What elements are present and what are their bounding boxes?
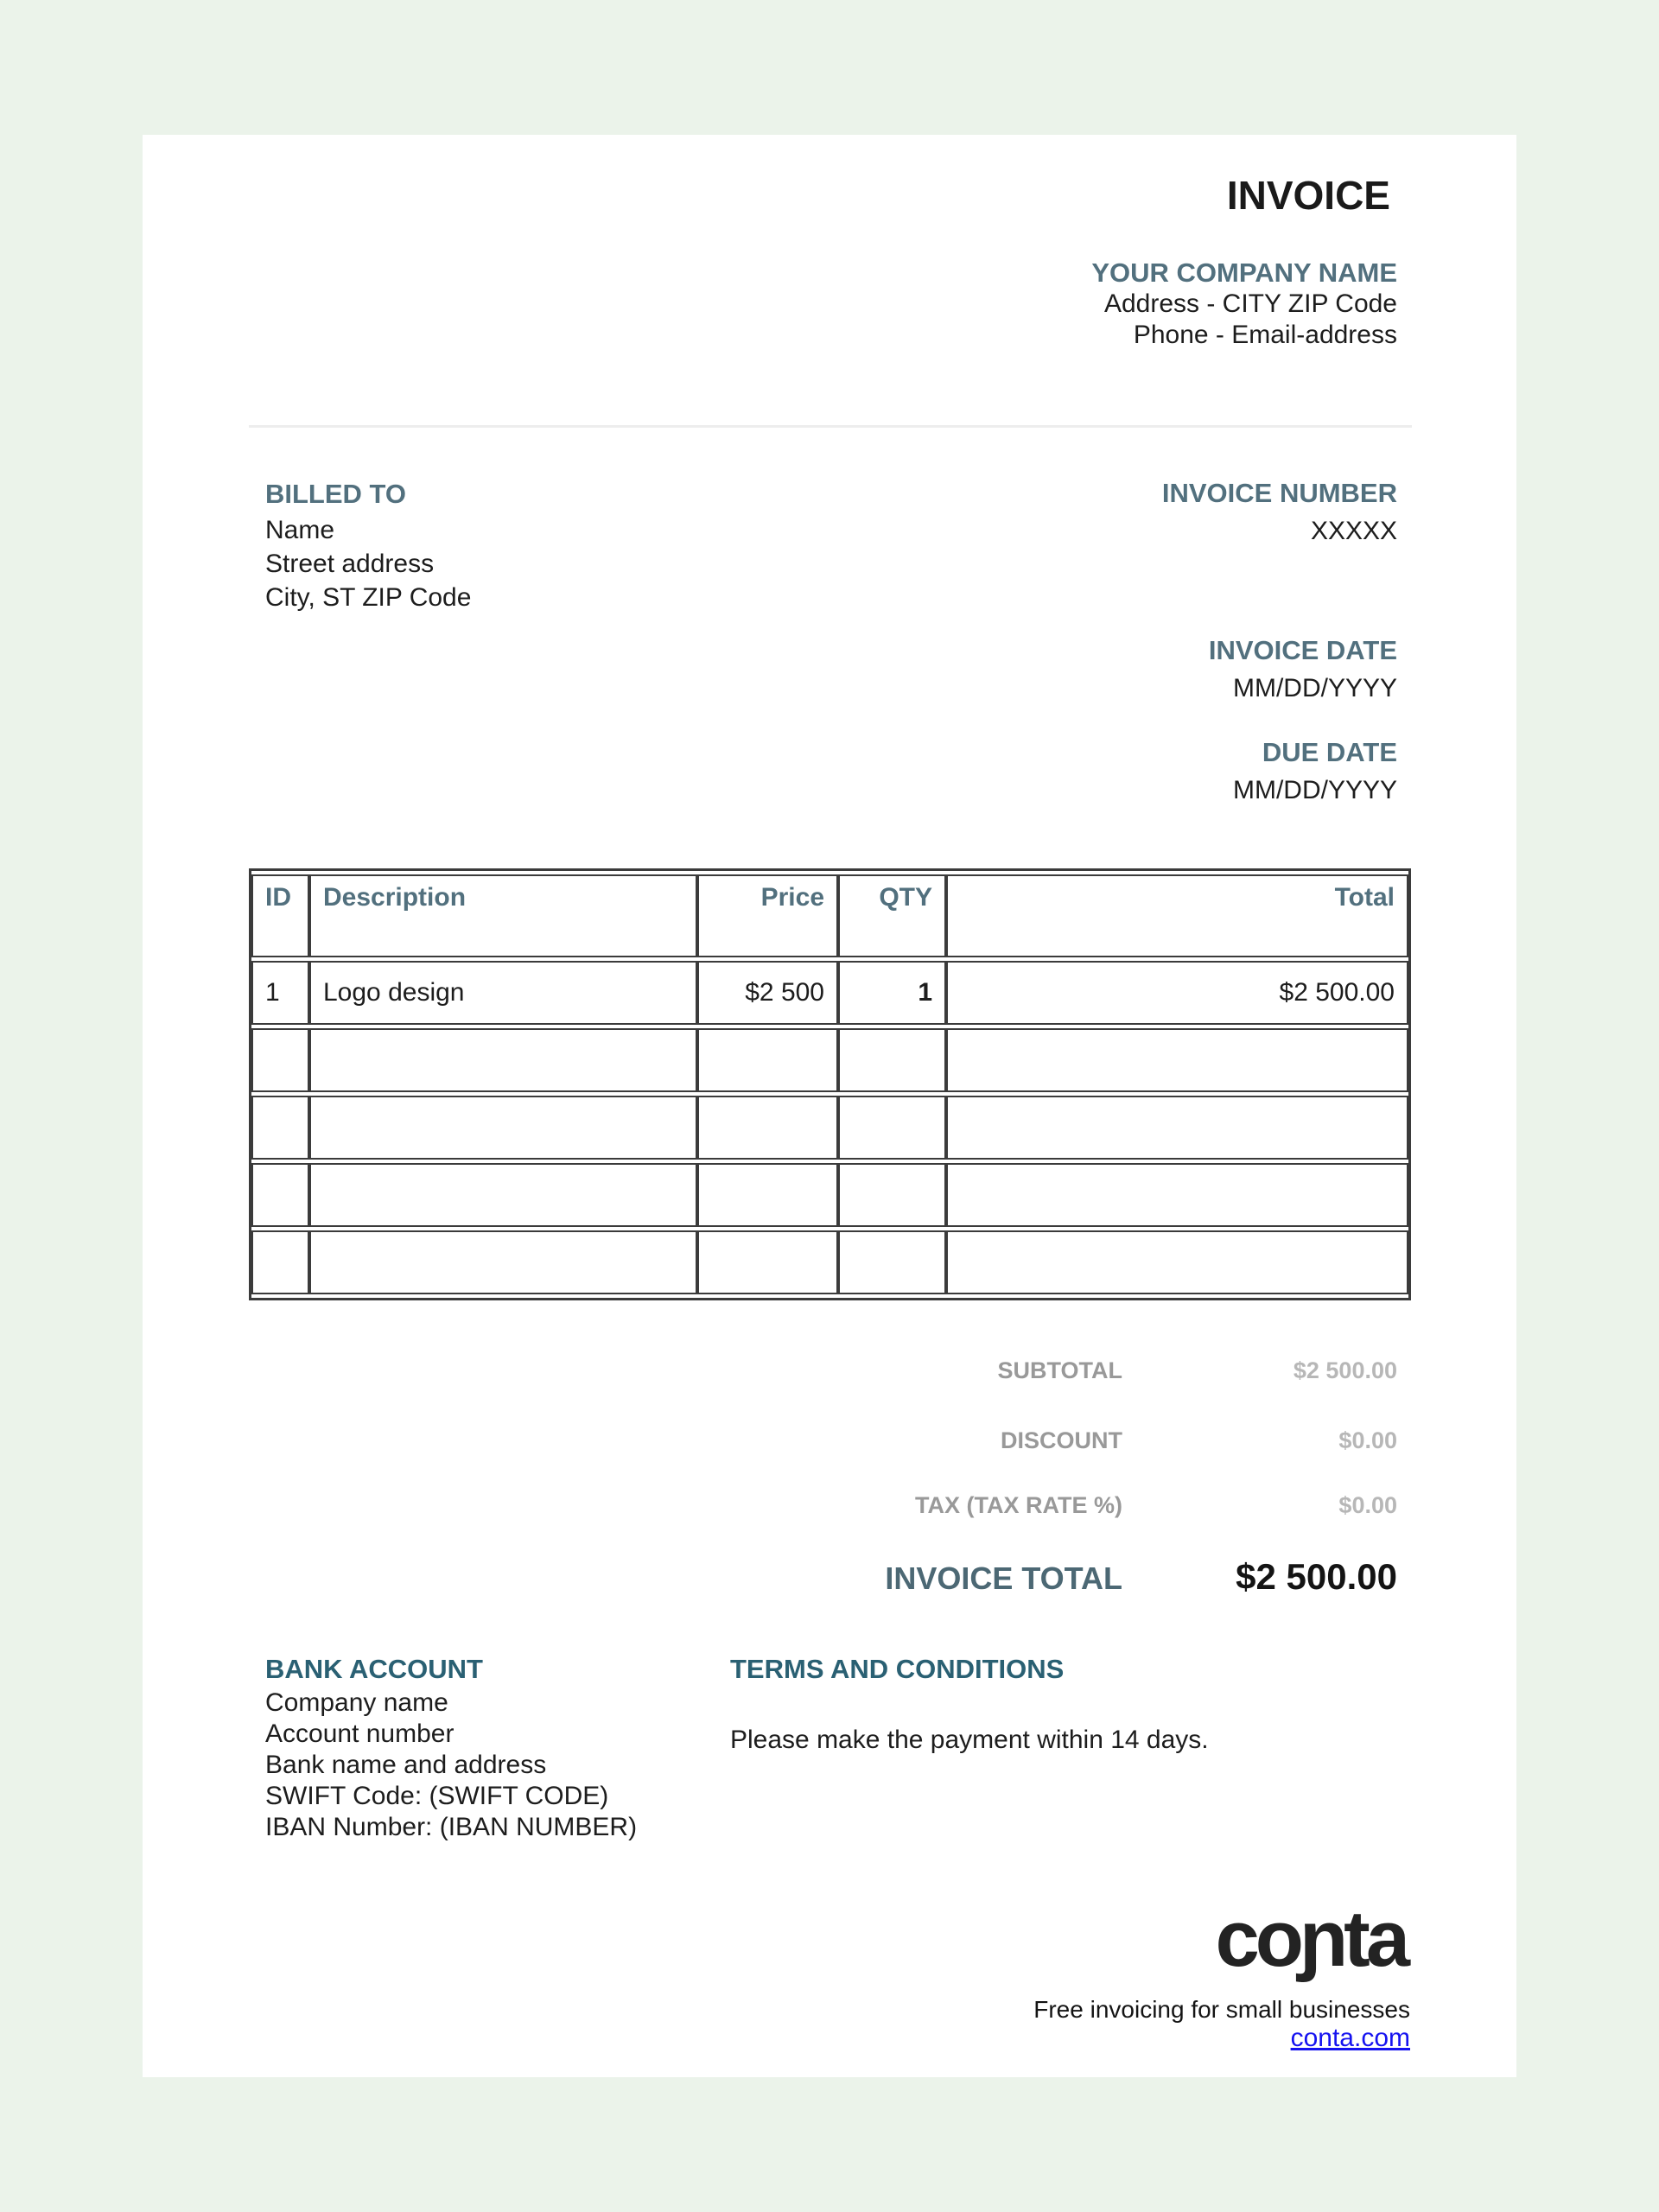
- item-description: Logo design: [309, 961, 697, 1025]
- footer-tagline: Free invoicing for small businesses: [1033, 1996, 1410, 2023]
- billed-to-section: [265, 479, 471, 614]
- discount-label: DISCOUNT: [1001, 1427, 1122, 1453]
- item-qty: [838, 1096, 946, 1160]
- due-date-group: [1233, 736, 1397, 807]
- invoice-title: INVOICE: [1226, 173, 1390, 218]
- invoice-total-value: $2 500.00: [1236, 1556, 1397, 1597]
- billed-to-city: City, ST ZIP Code: [265, 583, 472, 612]
- item-total: [946, 1096, 1408, 1160]
- billed-to-name: Name: [265, 516, 335, 544]
- item-qty: 1: [838, 961, 946, 1025]
- tax-label: TAX (TAX RATE %): [915, 1492, 1122, 1518]
- company-name: YOUR COMPANY NAME: [1091, 257, 1397, 288]
- terms-text: Please make the payment within 14 days.: [730, 1726, 1209, 1754]
- table-row: [251, 961, 1408, 1025]
- item-total: [946, 1028, 1408, 1092]
- conta-website-link[interactable]: conta.com: [1290, 2024, 1410, 2052]
- item-total: [946, 1163, 1408, 1227]
- company-address: Address - CITY ZIP Code: [1103, 289, 1397, 318]
- discount-row: [1001, 1427, 1397, 1454]
- bank-iban-number: IBAN Number: (IBAN NUMBER): [265, 1813, 638, 1841]
- column-header-total: Total: [946, 874, 1408, 957]
- item-qty: [838, 1028, 946, 1092]
- invoice-number-label: INVOICE NUMBER: [1161, 478, 1397, 508]
- item-price: [697, 1163, 838, 1227]
- item-price: [697, 1028, 838, 1092]
- item-price: [697, 1096, 838, 1160]
- invoice-date-group: [1209, 634, 1397, 705]
- subtotal-value: $2 500.00: [1293, 1357, 1397, 1383]
- table-row: [251, 1163, 1408, 1227]
- item-id: [251, 1096, 309, 1160]
- item-qty: [838, 1230, 946, 1294]
- subtotal-row: [998, 1357, 1398, 1384]
- billed-to-heading: BILLED TO: [265, 479, 407, 509]
- invoice-document: [143, 135, 1516, 2077]
- table-header-row: [251, 874, 1408, 957]
- discount-value: $0.00: [1338, 1427, 1397, 1453]
- item-id: 1: [251, 961, 309, 1025]
- terms-section: [730, 1653, 1209, 1756]
- bank-name-address: Bank name and address: [265, 1751, 547, 1779]
- tax-value: $0.00: [1338, 1492, 1397, 1518]
- billed-to-street: Street address: [265, 550, 435, 578]
- table-row: [251, 1230, 1408, 1294]
- terms-heading: TERMS AND CONDITIONS: [730, 1654, 1065, 1684]
- bank-account-section: [265, 1653, 637, 1843]
- column-header-price: Price: [697, 874, 838, 957]
- due-date-label: DUE DATE: [1262, 737, 1397, 767]
- invoice-number-value: XXXXX: [1310, 517, 1397, 545]
- invoice-date-label: INVOICE DATE: [1208, 635, 1397, 665]
- bank-swift-code: SWIFT Code: (SWIFT CODE): [265, 1782, 609, 1810]
- invoice-number-group: [1162, 477, 1397, 548]
- conta-logo: coɲta: [1215, 1895, 1406, 1983]
- item-description: [309, 1096, 697, 1160]
- company-info: [1091, 257, 1397, 351]
- item-description: [309, 1230, 697, 1294]
- item-id: [251, 1230, 309, 1294]
- subtotal-label: SUBTOTAL: [997, 1357, 1122, 1383]
- due-date-value: MM/DD/YYYY: [1232, 776, 1397, 804]
- table-row: [251, 1096, 1408, 1160]
- header-divider: [249, 425, 1412, 428]
- tax-row: [915, 1492, 1397, 1519]
- invoice-total-row: [885, 1556, 1397, 1598]
- item-description: [309, 1163, 697, 1227]
- column-header-id: ID: [251, 874, 309, 957]
- table-row: [251, 1028, 1408, 1092]
- item-price: [697, 1230, 838, 1294]
- company-contact: Phone - Email-address: [1133, 321, 1397, 349]
- invoice-date-value: MM/DD/YYYY: [1232, 674, 1397, 702]
- item-total: $2 500.00: [946, 961, 1408, 1025]
- column-header-description: Description: [309, 874, 697, 957]
- item-description: [309, 1028, 697, 1092]
- column-header-qty: QTY: [838, 874, 946, 957]
- invoice-total-label: INVOICE TOTAL: [885, 1560, 1122, 1596]
- item-id: [251, 1163, 309, 1227]
- item-id: [251, 1028, 309, 1092]
- item-qty: [838, 1163, 946, 1227]
- item-total: [946, 1230, 1408, 1294]
- bank-account-heading: BANK ACCOUNT: [265, 1654, 483, 1684]
- line-items-table: [249, 868, 1411, 1300]
- bank-account-number: Account number: [265, 1719, 454, 1748]
- bank-company-name: Company name: [265, 1688, 448, 1717]
- item-price: $2 500: [697, 961, 838, 1025]
